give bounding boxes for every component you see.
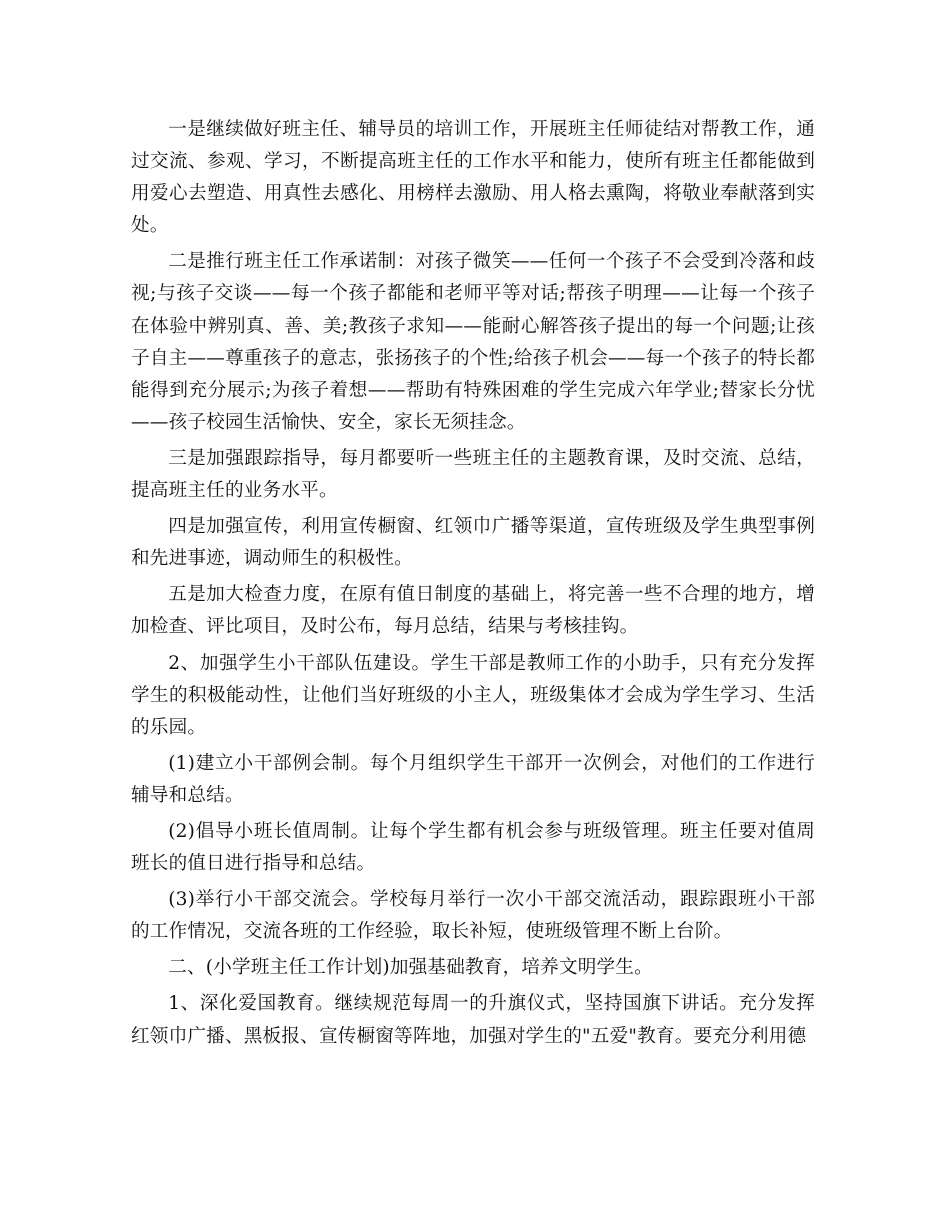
paragraph-5: 五是加大检查力度，在原有值日制度的基础上，将完善一些不合理的地方，增加检查、评比项目，及时公布，每月总结，结果与考核挂钩。 [131, 584, 815, 638]
paragraph-11: 1、深化爱国教育。继续规范每周一的升旗仪式，坚持国旗下讲话。充分发挥红领巾广播、黑板报、宣传橱窗等阵地，加强对学生的"五爱"教育。要充分利用德 [131, 993, 815, 1047]
paragraph-9: (3)举行小干部交流会。学校每月举行一次小干部交流活动，跟踪跟班小干部的工作情况，交流各班的工作经验，取长补短，使班级管理不断上台阶。 [131, 889, 815, 943]
paragraph-8: (2)倡导小班长值周制。让每个学生都有机会参与班级管理。班主任要对值周班长的值日进行指导和总结。 [131, 820, 815, 875]
document-body [131, 114, 815, 1057]
paragraph-4: 四是加强宣传，利用宣传橱窗、红领巾广播等渠道，宣传班级及学生典型事例和先进事迹，调动师生的积极性。 [131, 516, 815, 570]
paragraph-2: 二是推行班主任工作承诺制：对孩子微笑——任何一个孩子不会受到冷落和歧视;与孩子交谈——每一个孩子都能和老师平等对话;帮孩子明理——让每一个孩子在体验中辨别真、善、美;教孩子求知——能耐心解答孩子提出的每一个问题;让孩子自主——尊重孩子的意志，张扬孩子的个性;给孩子机会——每一个孩子的特长都能得到充分展示;为孩子着想——帮助有特殊困难的学生完成六年学业;替家长分忧——孩子校园生活愉快、安全，家长无须挂念。 [131, 251, 815, 433]
paragraph-10: 二、(小学班主任工作计划)加强基础教育，培养文明学生。 [168, 957, 653, 979]
paragraph-1: 一是继续做好班主任、辅导员的培训工作，开展班主任师徒结对帮教工作，通过交流、参观、学习，不断提高班主任的工作水平和能力，使所有班主任都能做到用爱心去塑造、用真性去感化、用榜样去激励、用人格去熏陶，将敬业奉献落到实处。 [131, 119, 815, 237]
paragraph-7: (1)建立小干部例会制。每个月组织学生干部开一次例会，对他们的工作进行辅导和总结。 [131, 752, 815, 806]
paragraph-3: 三是加强跟踪指导，每月都要听一些班主任的主题教育课，及时交流、总结，提高班主任的业务水平。 [131, 447, 815, 502]
paragraph-6: 2、加强学生小干部队伍建设。学生干部是教师工作的小助手，只有充分发挥学生的积极能动性，让他们当好班级的小主人，班级集体才会成为学生学习、生活的乐园。 [131, 652, 815, 738]
